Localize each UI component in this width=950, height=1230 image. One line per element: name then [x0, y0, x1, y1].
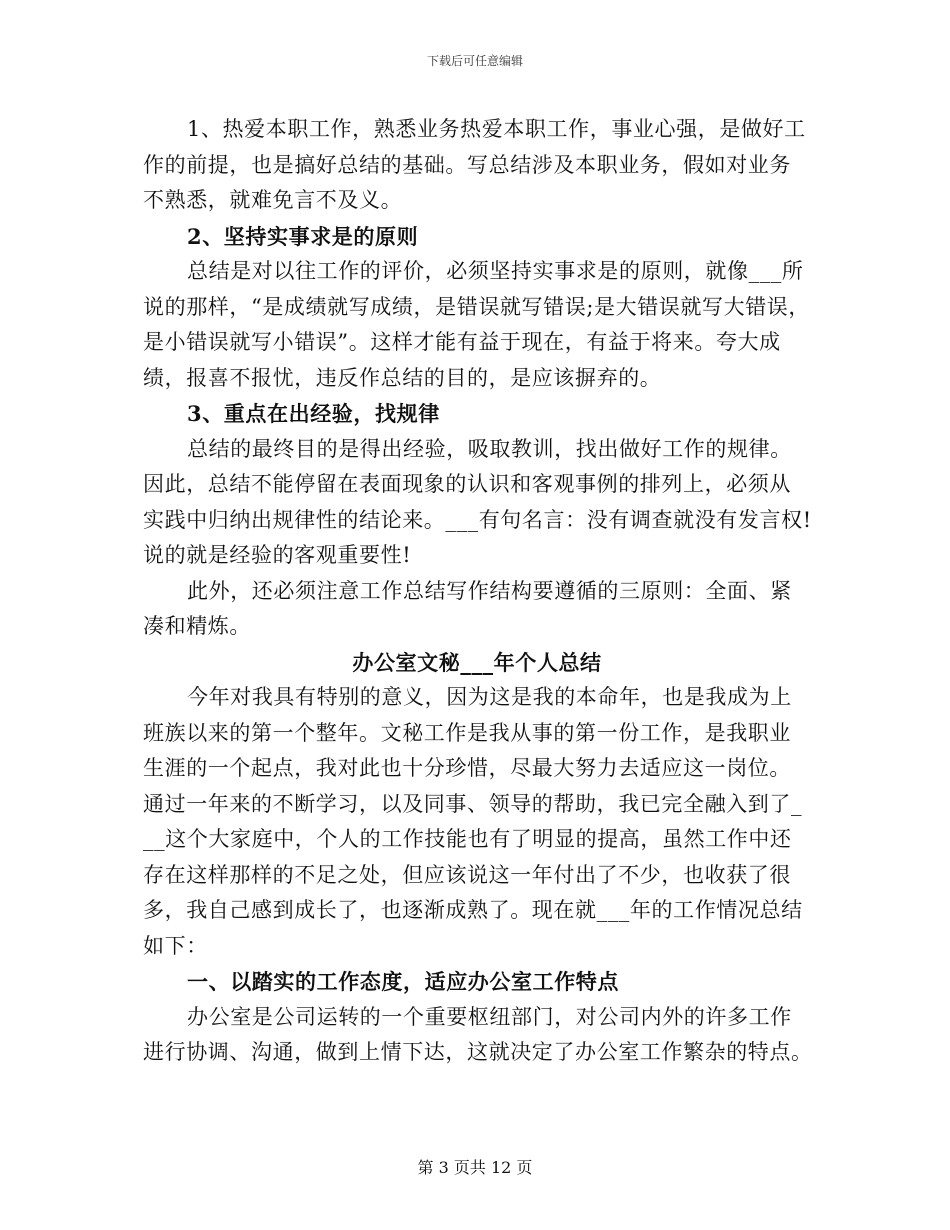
section-heading: 2、坚持实事求是的原则: [187, 223, 419, 249]
text-line: 1、热爱本职工作，熟悉业务热爱本职工作，事业心强，是做好工: [187, 117, 806, 141]
text-line: 是小错误就写小错误”。这样才能有益于现在，有益于将来。夸大成: [143, 330, 781, 354]
text-line: __这个大家庭中，个人的工作技能也有了明显的提高，虽然工作中还: [143, 827, 792, 851]
text-line: 作的前提，也是搞好总结的基础。写总结涉及本职业务，假如对业务: [143, 152, 791, 177]
text-line: 存在这样那样的不足之处，但应该说这一年付出了不少，也收获了很: [143, 862, 791, 887]
text-line: 多，我自己感到成长了，也逐渐成熟了。现在就___年的工作情况总结: [143, 898, 803, 922]
text-line: 绩，报喜不报忧，违反作总结的目的，是应该摒弃的。: [143, 365, 662, 390]
page-footer: 第 3 页共 12 页: [417, 1158, 533, 1177]
text-line: 班族以来的第一个整年。文秘工作是我从事的第一份工作，是我职业: [143, 720, 791, 745]
section-heading: 3、重点在出经验，找规律: [187, 401, 440, 426]
text-line: 通过一年来的不断学习，以及同事、领导的帮助，我已完全融入到了_: [143, 791, 803, 816]
text-line: 进行协调、沟通，做到上情下达，这就决定了办公室工作繁杂的特点。: [143, 1040, 813, 1064]
text-line: 生涯的一个起点，我对此也十分珍惜，尽最大努力去适应这一岗位。: [143, 756, 791, 780]
section-title: 办公室文秘___年个人总结: [352, 649, 602, 675]
text-line: 因此，总结不能停留在表面现象的认识和客观事例的排列上，必须从: [143, 472, 791, 496]
text-line: 总结的最终目的是得出经验，吸取教训，找出做好工作的规律。: [187, 436, 792, 461]
document-body: [143, 112, 811, 1071]
text-line: 今年对我具有特别的意义，因为这是我的本命年，也是我成为上: [187, 685, 792, 709]
text-line: 此外，还必须注意工作总结写作结构要遵循的三原则：全面、紧: [187, 578, 792, 603]
text-line: 不熟悉，就难免言不及义。: [143, 188, 403, 212]
section-heading: 一、以踏实的工作态度，适应办公室工作特点: [187, 969, 619, 994]
text-line: 说的就是经验的客观重要性!: [143, 543, 412, 567]
text-line: 办公室是公司运转的一个重要枢纽部门，对公司内外的许多工作: [187, 1004, 792, 1029]
page-header: 下载后可任意编辑: [426, 54, 523, 68]
text-line: 凑和精炼。: [143, 614, 251, 638]
text-line: 实践中归纳出规律性的结论来。___有句名言：没有调查就没有发言权!: [143, 507, 812, 532]
text-line: 如下：: [143, 933, 208, 958]
text-line: 总结是对以往工作的评价，必须坚持实事求是的原则，就像___所: [187, 259, 804, 283]
text-line: 说的那样，“是成绩就写成绩，是错误就写错误;是大错误就写大错误，: [143, 294, 811, 319]
